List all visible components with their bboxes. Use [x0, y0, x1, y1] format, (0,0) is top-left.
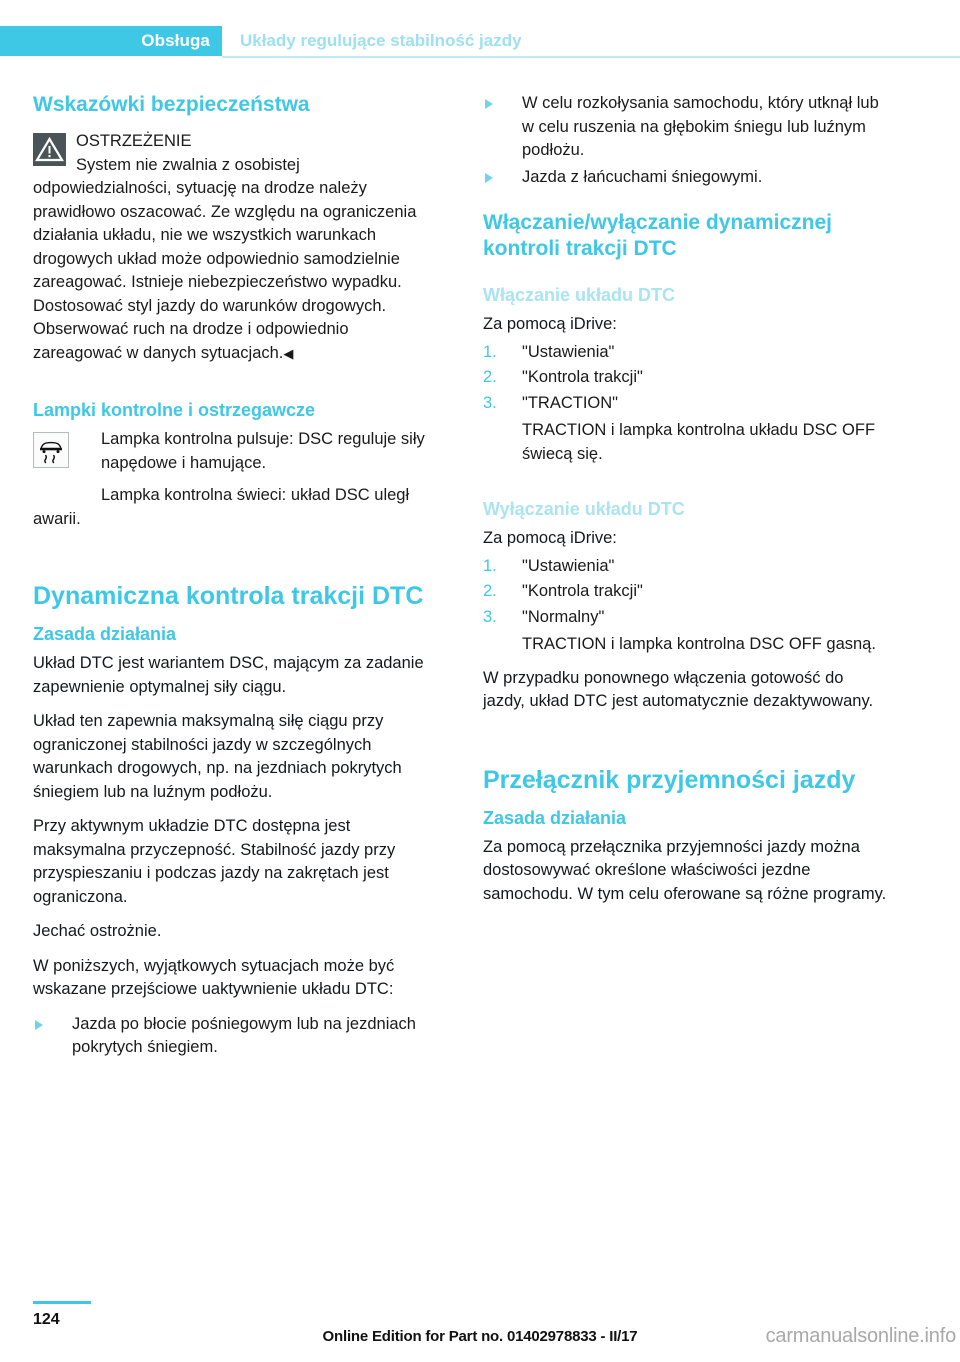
list-item — [33, 1013, 437, 1060]
list-item — [483, 92, 887, 163]
spacer — [33, 541, 437, 581]
spacer — [483, 476, 887, 498]
dtc-reactivation-text: W przypadku ponownego włączenia gotowość do jazdy, układ DTC jest automatycznie dezaktywowany. — [483, 668, 874, 710]
warning-body: System nie zwalnia z osobistej odpowiedzialności, sytuację na drodze należy prawidłowo oszacować. Ze względu na ograniczenia działania układu, nie we wszystkich warunkach drogowych układ może odpowiednio samodzielnie zareagować. Istnieje niebezpieczeństwo wypadku. Dostosować styl jazdy do warunków drogowych. Obserwować ruch na drodze i odpowiednio zareagować w danych sytuacjach. — [33, 155, 417, 362]
lamp-text-steady: Lampka kontrolna świeci: układ DSC uległ awarii. — [33, 486, 410, 528]
heading-dtc-enable: Włączanie układu DTC — [483, 285, 676, 305]
dtc-paragraph: Jechać ostrożnie. — [33, 922, 162, 940]
step-number: 2. — [483, 368, 497, 386]
section-title: Układy regulujące stabilność jazdy — [240, 31, 522, 50]
step-label: "Kontrola trakcji" — [522, 368, 643, 386]
edition-line: Online Edition for Part no. 01402978833 - II/17 — [322, 1328, 638, 1345]
list-item — [483, 606, 887, 630]
heading-dtc-toggle: Włączanie/wyłączanie dynamicznej kontroli trakcji DTC — [483, 211, 832, 260]
disable-step-list — [483, 555, 887, 630]
step-number: 3. — [483, 393, 497, 412]
lamp-text-flashing: Lampka kontrolna pulsuje: DSC reguluje siły napędowe i hamujące. — [101, 430, 425, 472]
list-item — [483, 366, 887, 390]
left-column — [33, 92, 437, 1071]
enable-note: TRACTION i lampka kontrolna układu DSC OFF świecą się. — [522, 421, 876, 463]
step-number: 3. — [483, 607, 497, 626]
heading-dtc-principle: Zasada działania — [33, 624, 177, 644]
page-header — [0, 26, 960, 56]
chapter-label: Obsługa — [141, 31, 210, 50]
warning-triangle-icon — [33, 133, 66, 166]
step-number: 2. — [483, 582, 497, 600]
watermark: carmanualsonline.info — [765, 1325, 956, 1347]
spacer — [483, 725, 887, 765]
heading-safety: Wskazówki bezpieczeństwa — [33, 93, 310, 116]
triangle-bullet-icon — [35, 1020, 43, 1030]
list-item — [483, 341, 887, 365]
header-divider — [222, 56, 960, 58]
step-label: "Normalny" — [522, 607, 605, 626]
warning-text — [33, 154, 437, 366]
dtc-paragraph: Układ DTC jest wariantem DSC, mającym za zadanie zapewnienie optymalnej siły ciągu. — [33, 654, 424, 696]
warning-end-mark: ◀ — [283, 345, 294, 361]
disable-intro: Za pomocą iDrive: — [483, 529, 617, 547]
warning-notice — [33, 130, 437, 365]
step-label: "Ustawienia" — [522, 556, 615, 575]
enable-step-list — [483, 341, 887, 416]
dsc-car-skid-icon — [33, 432, 69, 468]
spacer — [483, 274, 887, 284]
triangle-bullet-icon — [485, 99, 493, 109]
heading-indicator-lamps: Lampki kontrolne i ostrzegawcze — [33, 400, 316, 420]
heading-dtc-disable: Wyłączanie układu DTC — [483, 499, 685, 519]
spacer — [33, 377, 437, 399]
dtc-bullet-list — [33, 1013, 437, 1060]
heading-switch-principle: Zasada działania — [483, 807, 627, 828]
list-item — [483, 392, 887, 416]
list-item-label: W celu rozkołysania samochodu, który utknął lub w celu ruszenia na głębokim śniegu lub luźnym podłożu. — [522, 94, 879, 159]
heading-dtc: Dynamiczna kontrola trakcji DTC — [33, 582, 424, 610]
list-item — [483, 580, 887, 604]
dtc-paragraph: Przy aktywnym układzie DTC dostępna jest maksymalna przyczepność. Stabilność jazdy przy przyspieszaniu i podczas jazdy na zakrętach jest ograniczona. — [33, 817, 396, 906]
step-label: "Kontrola trakcji" — [522, 582, 643, 600]
list-item-label: Jazda z łańcuchami śniegowymi. — [522, 167, 763, 186]
switch-paragraph: Za pomocą przełącznika przyjemności jazdy można dostosowywać określone właściwości jezdne samochodu. W tym celu oferowane są różne programy. — [483, 837, 887, 903]
disable-note: TRACTION i lampka kontrolna DSC OFF gasną. — [522, 635, 876, 653]
list-item — [483, 555, 887, 579]
indicator-lamp-block — [33, 428, 437, 531]
list-item-label: Jazda po błocie pośniegowym lub na jezdniach pokrytych śniegiem. — [72, 1014, 416, 1056]
page-number: 124 — [33, 1311, 60, 1328]
triangle-bullet-icon — [485, 173, 493, 183]
list-item — [483, 166, 887, 190]
right-column — [483, 92, 887, 917]
warning-title: OSTRZEŻENIE — [76, 132, 192, 150]
step-number: 1. — [483, 556, 497, 575]
step-label: "Ustawienia" — [522, 342, 615, 361]
footer-divider — [33, 1301, 91, 1304]
step-number: 1. — [483, 342, 497, 361]
dtc-bullet-list-continued — [483, 92, 887, 189]
dtc-paragraph: Układ ten zapewnia maksymalną siłę ciągu przy ograniczonej stabilności jazdy w szczególnych warunkach drogowych, np. na jezdniach pokrytych śniegiem lub na luźnym podłożu. — [33, 712, 402, 801]
dtc-paragraph: W poniższych, wyjątkowych sytuacjach może być wskazane przejściowe uaktywnienie układu DTC: — [33, 956, 395, 998]
heading-drive-switch: Przełącznik przyjemności jazdy — [483, 765, 856, 794]
enable-intro: Za pomocą iDrive: — [483, 315, 617, 333]
chapter-chip — [0, 26, 222, 56]
step-label: "TRACTION" — [522, 393, 619, 412]
spacer — [483, 200, 887, 210]
